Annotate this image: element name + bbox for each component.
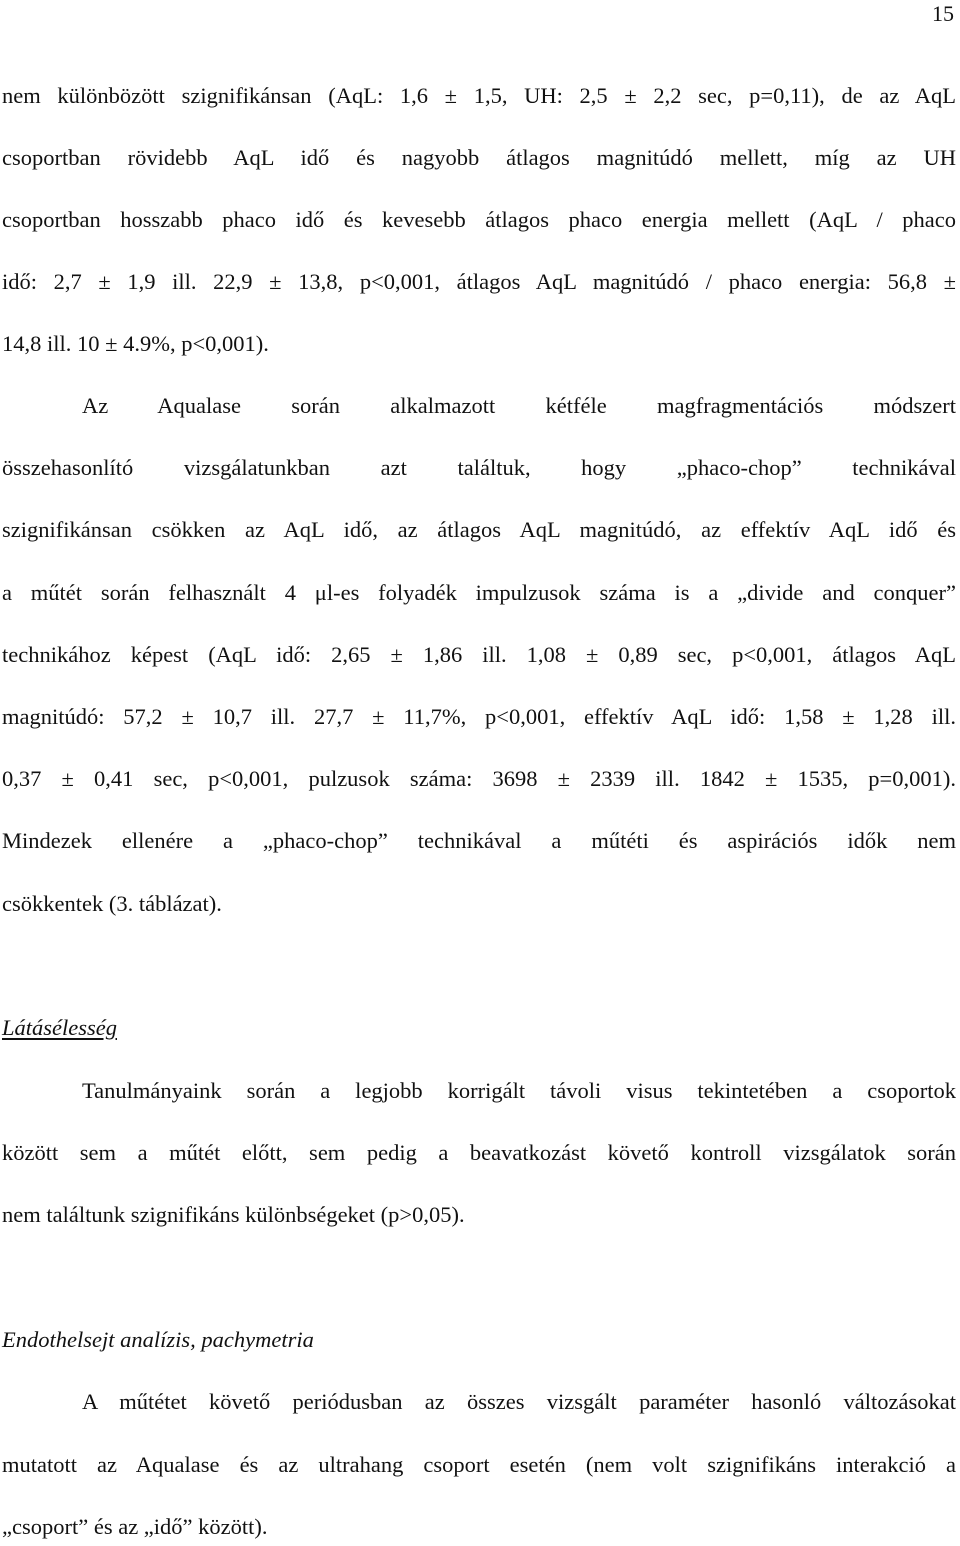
text-line: A műtétet követő periódusban az összes vizsgált paraméter hasonló változásokat [82, 1389, 956, 1414]
section-heading: Endothelsejt analízis, pachymetria [2, 1327, 314, 1352]
page-number: 15 [932, 1, 954, 26]
text-line: magnitúdó: 57,2 ± 10,7 ill. 27,7 ± 11,7%, p<0,001, effektív AqL idő: 1,58 ± 1,28 ill. [2, 704, 956, 729]
text-line: Tanulmányaink során a legjobb korrigált távoli visus tekintetében a csoportok [82, 1078, 956, 1103]
text-line: között sem a műtét előtt, sem pedig a beavatkozást követő kontroll vizsgálatok során [2, 1140, 956, 1165]
text-line: nem különbözött szignifikánsan (AqL: 1,6 ± 1,5, UH: 2,5 ± 2,2 sec, p=0,11), de az AqL [2, 83, 956, 108]
text-line: a műtét során felhasznált 4 μl-es folyadék impulzusok száma is a „divide and conquer” [2, 580, 956, 605]
text-line: Mindezek ellenére a „phaco-chop” technikával a műtéti és aspirációs idők nem [2, 828, 956, 853]
text-line: szignifikánsan csökken az AqL idő, az átlagos AqL magnitúdó, az effektív AqL idő és [2, 517, 956, 542]
text-line: 14,8 ill. 10 ± 4.9%, p<0,001). [2, 331, 269, 356]
section-heading: Látásélesség [2, 1015, 117, 1040]
text-line: összehasonlító vizsgálatunkban azt találtuk, hogy „phaco-chop” technikával [2, 455, 956, 480]
text-line: 0,37 ± 0,41 sec, p<0,001, pulzusok száma: 3698 ± 2339 ill. 1842 ± 1535, p=0,001). [2, 766, 956, 791]
text-line: idő: 2,7 ± 1,9 ill. 22,9 ± 13,8, p<0,001, átlagos AqL magnitúdó / phaco energia: 56,8 ± [2, 269, 956, 294]
text-line: „csoport” és az „idő” között). [2, 1514, 268, 1539]
text-line: technikához képest (AqL idő: 2,65 ± 1,86 ill. 1,08 ± 0,89 sec, p<0,001, átlagos AqL [2, 642, 956, 667]
text-line: Az Aqualase során alkalmazott kétféle magfragmentációs módszert [82, 393, 956, 418]
text-line: nem találtunk szignifikáns különbségeket (p>0,05). [2, 1202, 465, 1227]
text-line: csoportban hosszabb phaco idő és kevesebb átlagos phaco energia mellett (AqL / phaco [2, 207, 956, 232]
text-line: csoportban rövidebb AqL idő és nagyobb átlagos magnitúdó mellett, míg az UH [2, 145, 956, 170]
text-line: mutatott az Aqualase és az ultrahang csoport esetén (nem volt szignifikáns interakció a [2, 1452, 956, 1477]
text-line: csökkentek (3. táblázat). [2, 891, 222, 916]
